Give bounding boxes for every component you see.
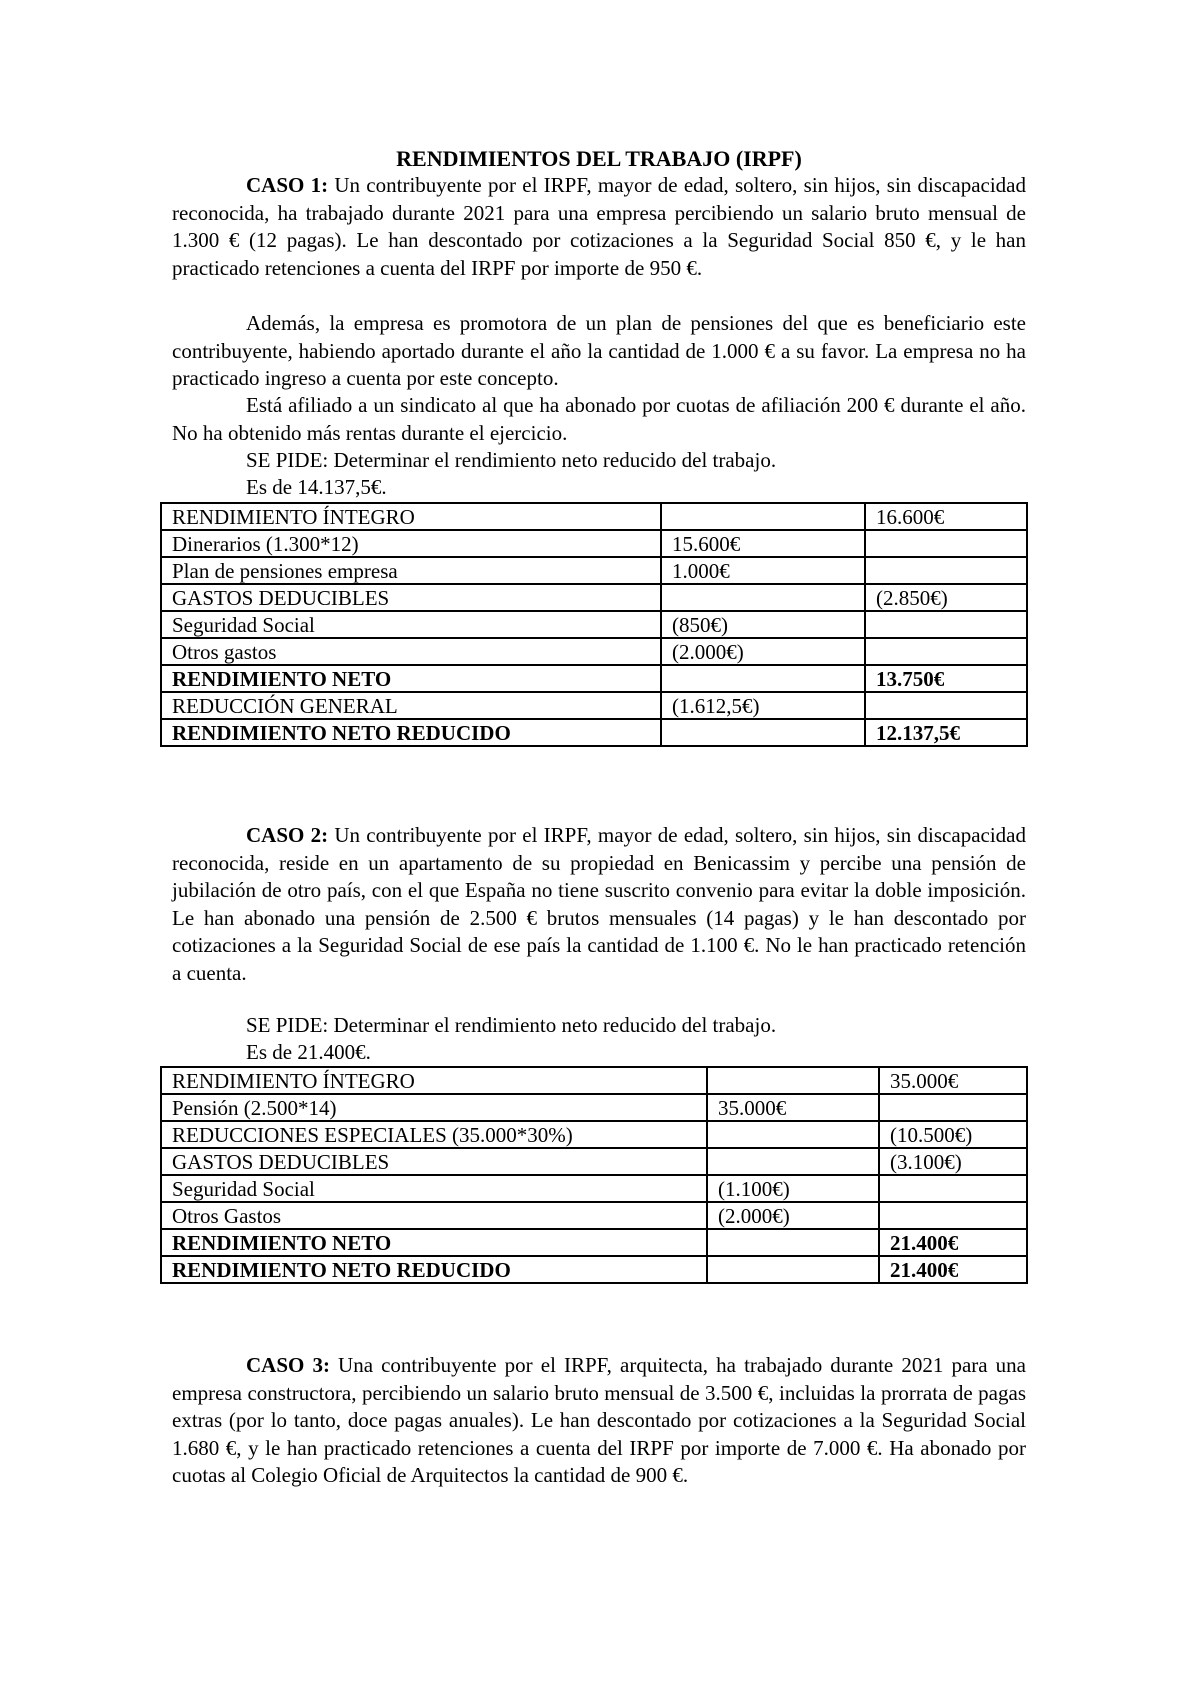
table-cell: REDUCCIÓN GENERAL (161, 692, 661, 719)
table-cell (707, 1256, 879, 1283)
table-row (161, 1148, 1027, 1175)
table-cell (879, 1175, 1027, 1202)
table-cell: Otros Gastos (161, 1202, 707, 1229)
table-cell: 35.000€ (879, 1067, 1027, 1094)
caso2-answer: Es de 21.400€. (246, 1040, 371, 1064)
table-cell: GASTOS DEDUCIBLES (161, 584, 661, 611)
table-cell (865, 638, 1027, 665)
caso1-label: CASO 1: (246, 173, 329, 197)
table-row (161, 1229, 1027, 1256)
table-row (161, 1175, 1027, 1202)
caso2-text: Un contribuyente por el IRPF, mayor de edad, soltero, sin hijos, sin discapacidad reconocida, reside en un apartamento de su propiedad en Benicassim y percibe una pensión de jubilación de otro país, con el que España no tiene suscrito convenio para evitar la doble imposición. Le han abonado una pensión de 2.500 € brutos mensuales (14 pagas) y le han descontado por cotizaciones a la Seguridad Social de ese país la cantidad de 1.100 €. No le han practicado retención a cuenta. (172, 823, 1026, 985)
table-cell: (2.850€) (865, 584, 1027, 611)
table-cell: 1.000€ (661, 557, 865, 584)
table-row (161, 638, 1027, 665)
table-cell: RENDIMIENTO ÍNTEGRO (161, 1067, 707, 1094)
table-row (161, 692, 1027, 719)
caso1-text: Un contribuyente por el IRPF, mayor de edad, soltero, sin hijos, sin discapacidad reconocida, ha trabajado durante 2021 para una empresa percibiendo un salario bruto mensual de 1.300 € (12 pagas). Le han descontado por cotizaciones a la Seguridad Social 850 €, y le han practicado retenciones a cuenta del IRPF por importe de 950 €. (172, 173, 1026, 280)
table-cell: 15.600€ (661, 530, 865, 557)
table-cell (865, 692, 1027, 719)
caso3-label: CASO 3: (246, 1353, 330, 1377)
table-row (161, 1202, 1027, 1229)
table-row (161, 1067, 1027, 1094)
table-row (161, 665, 1027, 692)
table-cell: (2.000€) (707, 1202, 879, 1229)
caso1-paragraph-3: Está afiliado a un sindicato al que ha abonado por cuotas de afiliación 200 € durante el año. No ha obtenido más rentas durante el ejercicio. (172, 393, 1026, 445)
caso1-paragraph (172, 172, 1026, 282)
table-cell: (2.000€) (661, 638, 865, 665)
table-cell: (1.612,5€) (661, 692, 865, 719)
table-row (161, 719, 1027, 746)
table-cell: Dinerarios (1.300*12) (161, 530, 661, 557)
table-cell: 12.137,5€ (865, 719, 1027, 746)
table-row (161, 611, 1027, 638)
table-cell: Otros gastos (161, 638, 661, 665)
caso2-paragraph (172, 822, 1026, 987)
table-cell: 16.600€ (865, 503, 1027, 530)
table-cell: GASTOS DEDUCIBLES (161, 1148, 707, 1175)
table-row (161, 584, 1027, 611)
table-cell: RENDIMIENTO NETO REDUCIDO (161, 719, 661, 746)
table-cell (879, 1202, 1027, 1229)
table-cell: RENDIMIENTO NETO REDUCIDO (161, 1256, 707, 1283)
table-row (161, 530, 1027, 557)
table-cell: 13.750€ (865, 665, 1027, 692)
table-cell: 21.400€ (879, 1229, 1027, 1256)
table-cell (707, 1067, 879, 1094)
document-title: RENDIMIENTOS DEL TRABAJO (IRPF) (396, 146, 802, 171)
table-cell: RENDIMIENTO NETO (161, 1229, 707, 1256)
table-cell: RENDIMIENTO ÍNTEGRO (161, 503, 661, 530)
table-cell (661, 665, 865, 692)
table-cell: REDUCCIONES ESPECIALES (35.000*30%) (161, 1121, 707, 1148)
caso2-label: CASO 2: (246, 823, 329, 847)
table-row (161, 1094, 1027, 1121)
table-cell: (850€) (661, 611, 865, 638)
table-cell: Seguridad Social (161, 1175, 707, 1202)
table-cell (865, 611, 1027, 638)
table-cell (879, 1094, 1027, 1121)
caso1-se-pide: SE PIDE: Determinar el rendimiento neto reducido del trabajo. (246, 448, 777, 472)
table-cell: Plan de pensiones empresa (161, 557, 661, 584)
caso1-answer: Es de 14.137,5€. (246, 475, 387, 499)
caso2-table (160, 1066, 1028, 1284)
table-cell: (10.500€) (879, 1121, 1027, 1148)
table-cell (707, 1148, 879, 1175)
table-cell (661, 503, 865, 530)
table-cell: 21.400€ (879, 1256, 1027, 1283)
caso1-paragraph-2: Además, la empresa es promotora de un plan de pensiones del que es beneficiario este contribuyente, habiendo aportado durante el año la cantidad de 1.000 € a su favor. La empresa no ha practicado ingreso a cuenta por este concepto. (172, 311, 1026, 390)
caso3-text: Una contribuyente por el IRPF, arquitecta, ha trabajado durante 2021 para una empresa constructora, percibiendo un salario bruto mensual de 3.500 €, incluidas la prorrata de pagas extras (por lo tanto, doce pagas anuales). Le han descontado por cotizaciones a la Seguridad Social 1.680 €, y le han practicado retenciones a cuenta del IRPF por importe de 7.000 €. Ha abonado por cuotas al Colegio Oficial de Arquitectos la cantidad de 900 €. (172, 1353, 1026, 1487)
table-cell (661, 584, 865, 611)
table-row (161, 503, 1027, 530)
table-cell (865, 557, 1027, 584)
table-cell (661, 719, 865, 746)
table-cell: Pensión (2.500*14) (161, 1094, 707, 1121)
table-cell: Seguridad Social (161, 611, 661, 638)
caso3-paragraph (172, 1352, 1026, 1490)
table-cell (707, 1229, 879, 1256)
table-cell (707, 1121, 879, 1148)
caso2-se-pide: SE PIDE: Determinar el rendimiento neto reducido del trabajo. (246, 1013, 777, 1037)
table-row (161, 1256, 1027, 1283)
table-cell: (1.100€) (707, 1175, 879, 1202)
table-row (161, 1121, 1027, 1148)
table-row (161, 557, 1027, 584)
table-cell (865, 530, 1027, 557)
caso1-table (160, 502, 1028, 747)
table-cell: 35.000€ (707, 1094, 879, 1121)
table-cell: RENDIMIENTO NETO (161, 665, 661, 692)
table-cell: (3.100€) (879, 1148, 1027, 1175)
